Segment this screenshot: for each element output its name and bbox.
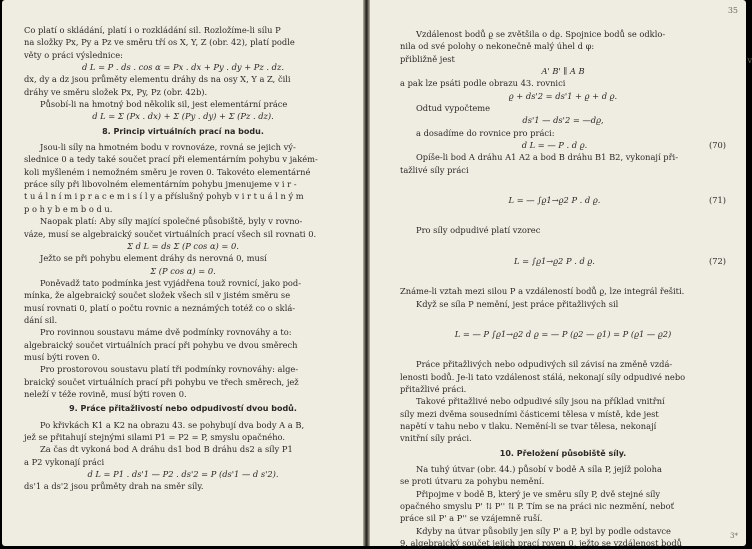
text-line: Na tuhý útvar (obr. 44.) působí v bodě A síla P, jejíž poloha — [416, 463, 662, 474]
text-line: a dosadíme do rovnice pro práci: — [416, 127, 555, 138]
text-line: Jsou-li síly na hmotném bodu v rovnováze, rovná se jejich vý- — [40, 142, 296, 153]
text-line: přitažlivé práci. — [400, 383, 467, 394]
equation-number: (70) — [708, 140, 726, 151]
text-line: na složky Px, Py a Pz ve směru tří os X, Y, Z (obr. 42), platí podle — [24, 37, 295, 48]
section-heading: 8. Princip virtuálních prací na bodu. — [102, 126, 264, 136]
text-line: p o h y b e m b o d u. — [24, 203, 113, 214]
text-line: nila od své polohy o nekonečně malý úhel d φ: — [400, 41, 595, 52]
signature-mark: 3* — [730, 532, 738, 540]
text-line: přibližně jest — [400, 53, 455, 64]
formula: ds'1 — ds'2 = —dϱ, — [522, 115, 604, 126]
text-line: braický součet virtuálních prací při pohybu ve třech směrech, jež — [24, 376, 299, 387]
text-line: Pro prostorovou soustavu platí tři podmínky rovnováhy: alge- — [40, 364, 299, 375]
formula: A' B' ∥ A B — [541, 66, 585, 77]
text-line: dx, dy a dz jsou průměty elementu dráhy ds na osy X, Y a Z, čili — [24, 74, 291, 85]
formula: L = — ∫ϱ1→ϱ2 P . d ϱ. — [508, 195, 601, 206]
formula: Σ (P cos α) = 0. — [150, 265, 216, 276]
text-line: slednice 0 a tedy také součet prací při elementárním pohybu v jakém- — [24, 154, 318, 165]
text-line: Po křivkách K1 a K2 na obrazu 43. se pohybují dva body A a B, — [40, 419, 305, 430]
text-line: Naopak platí: Aby síly mající společné působiště, byly v rovno- — [40, 216, 303, 227]
text-line: musí rovnati 0, platí o počtu rovnic a neznámých totéž co o sklá- — [24, 302, 296, 313]
page-number: 35 — [727, 6, 738, 15]
formula: Σ d L = ds Σ (P cos α) = 0. — [127, 240, 239, 251]
text-line: Připojme v bodě B, který je ve směru síly P, dvě stejné síly — [416, 488, 661, 499]
text-line: dání sil. — [24, 314, 58, 325]
text-line: Co platí o skládání, platí i o rozkládání sil. Rozložíme-li sílu P — [24, 25, 281, 35]
text-line: práce sil P' a P'' se vzájemně ruší. — [400, 513, 543, 524]
formula: d L = Σ (Px . dx) + Σ (Py . dy) + Σ (Pz . dz). — [92, 111, 274, 122]
formula: d L = P . ds . cos α = Px . dx + Py . dy + Pz . dz. — [81, 62, 284, 73]
text-line: váze, musí se algebraický součet virtuálních prací všech sil rovnati 0. — [24, 228, 317, 239]
left-page — [2, 0, 363, 546]
text-line: Práce přitažlivých nebo odpudivých sil závisí na změně vzdá- — [416, 359, 673, 370]
book-gutter — [363, 0, 370, 546]
text-line: mínka, že algebraický součet složek všech sil v jistém směru se — [24, 290, 291, 301]
equation-71 — [400, 194, 726, 206]
formula: d L = — P . d ϱ. — [521, 140, 588, 151]
left-page-text — [24, 24, 342, 493]
text-line: Působí-li na hmotný bod několik sil, jest elementární práce — [40, 99, 288, 110]
text-line: algebraický součet virtuálních prací při pohybu ve dvou směrech — [24, 339, 298, 350]
section-heading: 9. Práce přitažlivostí nebo odpudivostí dvou bodů. — [69, 404, 297, 414]
text-line: vnitřní síly práci. — [400, 433, 472, 444]
margin-mark: v — [747, 56, 752, 65]
text-line: 9. algebraický součet jejich prací roven 0, ježto se vzdálenost bodů — [400, 538, 683, 548]
text-line: Poněvadž tato podmínka jest vyjádřena touž rovnicí, jako pod- — [40, 277, 302, 288]
text-line: Ježto se při pohybu element dráhy ds nerovná 0, musí — [40, 253, 267, 264]
equation-70 — [400, 139, 726, 151]
text-line: a P2 vykonají práci — [24, 456, 105, 467]
text-line: Pro síly odpudivé platí vzorec — [416, 225, 541, 236]
text-line: lenosti bodů. Je-li tato vzdálenost stálá, nekonají síly odpudivé nebo — [400, 371, 686, 382]
text-line: napětí v tahu nebo v tlaku. Nemění-li se tvar tělesa, nekonají — [400, 420, 657, 431]
text-line: Odtud vypočteme — [416, 103, 491, 114]
text-line: musí býti roven 0. — [24, 351, 100, 362]
formula: L = — P ∫ϱ1→ϱ2 d ϱ = — P (ϱ2 — ϱ1) = P (ϱ1 — ϱ2) — [454, 328, 672, 339]
formula: d L = P1 . ds'1 — P2 . ds'2 = P (ds'1 — d s'2). — [87, 469, 279, 480]
text-line: neleží v téže rovině, musí býti roven 0. — [24, 388, 187, 399]
text-line: opačného smyslu P' ⇅ P'' ⇅ P. Tím se na práci nic nezmění, neboť — [400, 500, 674, 511]
right-page-text — [400, 28, 726, 549]
text-line: se proti útvaru za pohybu nemění. — [400, 476, 545, 487]
text-line: Známe-li vztah mezi silou P a vzdáleností bodů ϱ, lze integrál řešiti. — [400, 286, 685, 297]
text-line: t u á l n í m i p r a c e m i s í l y a příslušný pohyb v i r t u á l n ý m — [24, 191, 304, 202]
text-line: a pak lze psáti podle obrazu 43. rovnici — [400, 78, 566, 89]
equation-72 — [400, 255, 726, 267]
text-line: Kdyby na útvar působily jen síly P' a P, byl by podle odstavce — [416, 525, 671, 536]
text-line: Opíše-li bod A dráhu A1 A2 a bod B dráhu B1 B2, vykonají při- — [416, 152, 679, 163]
formula: ϱ + ds'2 = ds'1 + ϱ + d ϱ. — [508, 90, 618, 101]
text-line: tažlivé síly práci — [400, 164, 469, 175]
text-line: Pro rovinnou soustavu máme dvě podmínky rovnováhy a to: — [40, 327, 292, 338]
text-line: síly mezi dvěma sousedními částicemi tělesa v místě, kde jest — [400, 408, 659, 419]
text-line: Za čas dt vykoná bod A dráhu ds1 bod B dráhu ds2 a síly P1 — [40, 444, 293, 455]
right-page — [370, 0, 752, 548]
text-line: Takové přitažlivé nebo odpudivé síly jsou na příklad vnitřní — [416, 396, 665, 407]
text-line: dráhy ve směru složek Px, Py, Pz (obr. 42b). — [24, 86, 208, 97]
formula: L = ∫ϱ1→ϱ2 P . d ϱ. — [514, 255, 595, 266]
text-line: Vzdálenost bodů ϱ se zvětšila o dϱ. Spojnice bodů se odklo- — [416, 29, 666, 39]
text-line: koli myšleném i nemožném směru je roven 0. Takovéto elementárné — [24, 166, 311, 177]
text-line: práce síly při libovolném elementárním pohybu jmenujeme v i r - — [24, 179, 297, 190]
section-heading: 10. Přeložení působiště síly. — [499, 448, 627, 458]
equation-number: (72) — [708, 255, 726, 266]
text-line: věty o práci výslednice: — [24, 49, 123, 60]
text-line: jež se přitahují stejnými silami P1 = P2 = P, smyslu opačného. — [24, 432, 286, 442]
equation-number: (71) — [708, 195, 726, 206]
text-line: ds'1 a ds'2 jsou průměty drah na směr síly. — [24, 481, 204, 492]
text-line: Když se síla P nemění, jest práce přitažlivých sil — [416, 298, 619, 309]
